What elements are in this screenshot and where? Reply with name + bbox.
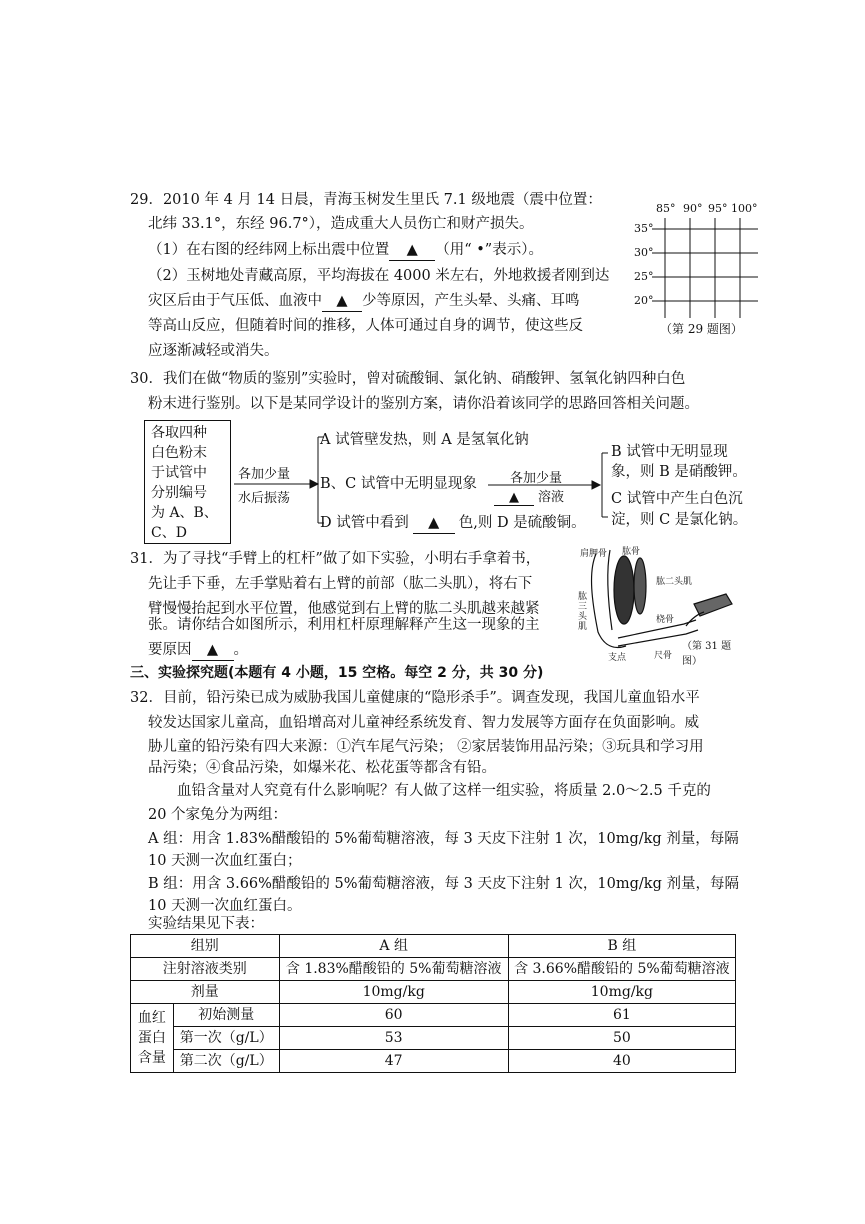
q32-line-1: 32．目前，铅污染已成为威胁我国儿童健康的“隐形杀手”。调查发现，我国儿童血铅水平	[130, 690, 700, 706]
label-biceps: 肱二头肌	[656, 577, 693, 587]
q32-line-3: 胁儿童的铅污染有四大来源：①汽车尾气污染； ②家居装饰用品污染；③玩具和学习用	[148, 739, 704, 755]
q32-line-6: 20 个家兔分为两组：	[148, 807, 288, 823]
q31-line-2: 先让手下垂，左手掌贴着右上臂的前部（肱二头肌），将右下	[148, 576, 533, 592]
figure-31-caption: （第 31 题图）	[682, 641, 732, 667]
lat-label-20: 20°	[634, 294, 654, 307]
box-line: 于试管中	[151, 465, 207, 481]
row-label: 初始测量	[173, 1004, 279, 1027]
cell-b: 40	[508, 1050, 735, 1073]
result-c-line-2: 淀，则 C 是氯化钠。	[611, 512, 748, 528]
solution-a: 含 1.83%醋酸铅的 5%葡萄糖溶液	[279, 958, 508, 981]
flow-arrow-1	[232, 425, 332, 535]
lat-label-25: 25°	[634, 270, 654, 283]
cell-a: 47	[279, 1050, 508, 1073]
q31-answer-prompt: 要原因	[148, 642, 192, 658]
table-row	[131, 935, 736, 958]
label-humerus: 肱骨	[622, 547, 641, 557]
result-c-line-1: C 试管中产生白色沉	[611, 491, 743, 507]
box-line: 各取四种	[151, 425, 207, 441]
lon-label-90: 90°	[683, 202, 703, 215]
q30-branch-a: A 试管壁发热，则 A 是氢氧化钠	[320, 432, 529, 448]
lon-label-95: 95°	[708, 202, 728, 215]
label-triceps: 肱三头肌	[578, 592, 588, 632]
lat-label-35: 35°	[634, 222, 654, 235]
result-b-line-2: 象，则 B 是硝酸钾。	[611, 464, 747, 480]
result-b-line-1: B 试管中无明显现	[611, 444, 728, 460]
cell-b: 61	[508, 1004, 735, 1027]
q30-step-box	[144, 420, 231, 544]
dose-b: 10mg/kg	[508, 981, 735, 1004]
experiment-results-table	[130, 934, 736, 1073]
q29-line-4: （2）玉树地处青藏高原，平均海拔在 4000 米左右，外地救援者刚到达	[148, 268, 610, 284]
arrow2-solution-text: 溶液	[538, 490, 565, 505]
q32-line-5: 血铅含量对人究竟有什么影响呢？有人做了这样一组实验，将质量 2.0～2.5 千克的	[177, 783, 711, 799]
q32-line-4: 品污染；④食品污染，如爆米花、松花蛋等都含有铅。	[148, 760, 496, 776]
cell-a: 60	[279, 1004, 508, 1027]
row-label: 第一次（g/L）	[173, 1027, 279, 1050]
q31-line-1: 31．为了寻找“手臂上的杠杆”做了如下实验，小明右手拿着书，	[130, 551, 541, 567]
q29-line-5	[148, 291, 580, 312]
q29-part2-text: 灾区后由于气压低、血液中	[148, 293, 322, 309]
q29-part1-text: （1）在右图的经纬网上标出震中位置	[148, 242, 390, 258]
q29-part2-text-b: 少等原因，产生头晕、头痛、耳鸣	[362, 293, 580, 309]
label-pivot: 支点	[608, 653, 627, 663]
box-line: 分别编号	[151, 485, 207, 501]
box-line: 白色粉末	[151, 445, 207, 461]
dose-a: 10mg/kg	[279, 981, 508, 1004]
cell-a: 53	[279, 1027, 508, 1050]
q30-line-2: 粉末进行鉴别。以下是某同学设计的鉴别方案，请你沿着该同学的思路回答相关问题。	[148, 396, 699, 412]
q31-period: 。	[233, 642, 248, 658]
dose-label: 剂量	[131, 981, 280, 1004]
table-row	[131, 958, 736, 981]
solution-type-label: 注射溶液类别	[131, 958, 280, 981]
flow-arrow-2	[486, 445, 610, 525]
q29-line-1: 29．2010 年 4 月 14 日晨，青海玉树发生里氏 7.1 级地震（震中位置：	[130, 192, 602, 208]
solution-b: 含 3.66%醋酸铅的 5%葡萄糖溶液	[508, 958, 735, 981]
header-group-b: B 组	[508, 935, 735, 958]
table-row	[131, 981, 736, 1004]
box-line: 为 A、B、	[151, 505, 218, 521]
q32-table-intro: 实验结果见下表：	[148, 916, 264, 932]
q31-line-3: 臂慢慢抬起到水平位置，他感觉到右上臂的肱二头肌越来越紧	[148, 601, 540, 617]
label-ulna: 尺骨	[654, 651, 673, 661]
arrow1-label-top: 各加少量	[238, 467, 291, 482]
table-row	[131, 1004, 736, 1027]
lon-label-100: 100°	[731, 202, 758, 215]
box-line: C、D	[151, 525, 187, 541]
arm-lever-figure	[574, 542, 734, 667]
q32-group-b: B 组：用含 3.66%醋酸铅的 5%葡萄糖溶液，每 3 天皮下注射 1 次，10mg/kg 剂量，每隔	[148, 876, 739, 892]
q30-blank-color[interactable]: ▲	[413, 513, 455, 534]
q29-line-7: 应逐渐减轻或消失。	[148, 343, 279, 359]
cell-b: 50	[508, 1027, 735, 1050]
q31-line-5	[148, 640, 248, 661]
grid-lines[interactable]	[632, 200, 762, 320]
arrow1-label-bottom: 水后振荡	[238, 491, 291, 506]
label-shoulder-blade: 肩胛骨	[580, 549, 608, 559]
q29-line-6: 等高山反应，但随着时间的推移，人体可通过自身的调节，使这些反	[148, 318, 583, 334]
q29-blank-1[interactable]: ▲	[389, 240, 435, 261]
q29-blank-2[interactable]: ▲	[322, 291, 362, 312]
q32-line-2: 较发达国家儿童高，血铅增高对儿童神经系统发育、智力发展等方面存在负面影响。威	[148, 715, 699, 731]
header-group: 组别	[131, 935, 280, 958]
label-radius: 桡骨	[656, 615, 675, 625]
q32-group-b-b: 10 天测一次血红蛋白。	[148, 898, 302, 914]
branch-d-text: D 试管中看到	[320, 515, 409, 531]
hemoglobin-label: 血红蛋白含量	[131, 1004, 174, 1073]
q32-group-a-b: 10 天测一次血红蛋白；	[148, 853, 302, 869]
figure-29-caption: （第 29 题图）	[660, 322, 743, 336]
table-row	[131, 1027, 736, 1050]
branch-d-text-b: 色,则 D 是硫酸铜。	[458, 515, 586, 531]
q30-blank-reagent[interactable]: ▲	[494, 490, 534, 506]
q31-blank[interactable]: ▲	[192, 640, 234, 661]
arrow2-label-top: 各加少量	[510, 471, 563, 486]
q30-line-1: 30．我们在做“物质的鉴别”实验时，曾对硫酸铜、氯化钠、硝酸钾、氢氧化钠四种白色	[130, 371, 686, 387]
lat-lon-grid-figure	[632, 200, 762, 340]
section-3-heading: 三、实验探究题(本题有 4 小题，15 空格。每空 2 分，共 30 分)	[130, 665, 544, 681]
header-group-a: A 组	[279, 935, 508, 958]
q32-group-a: A 组：用含 1.83%醋酸铅的 5%葡萄糖溶液，每 3 天皮下注射 1 次，10mg/kg 剂量，每隔	[148, 831, 739, 847]
q30-branch-bc: B、C 试管中无明显现象	[320, 476, 477, 492]
q29-line-2: 北纬 33.1°，东经 96.7°），造成重大人员伤亡和财产损失。	[148, 216, 534, 232]
lon-label-85: 85°	[656, 202, 676, 215]
row-label: 第二次（g/L）	[173, 1050, 279, 1073]
table-row	[131, 1050, 736, 1073]
q31-line-4: 张。请你结合如图所示，利用杠杆原理解释产生这一现象的主	[148, 617, 540, 633]
lat-label-30: 30°	[634, 246, 654, 259]
q29-part1-hint: （用“ •”表示）。	[435, 242, 543, 258]
q29-line-3	[148, 240, 543, 261]
